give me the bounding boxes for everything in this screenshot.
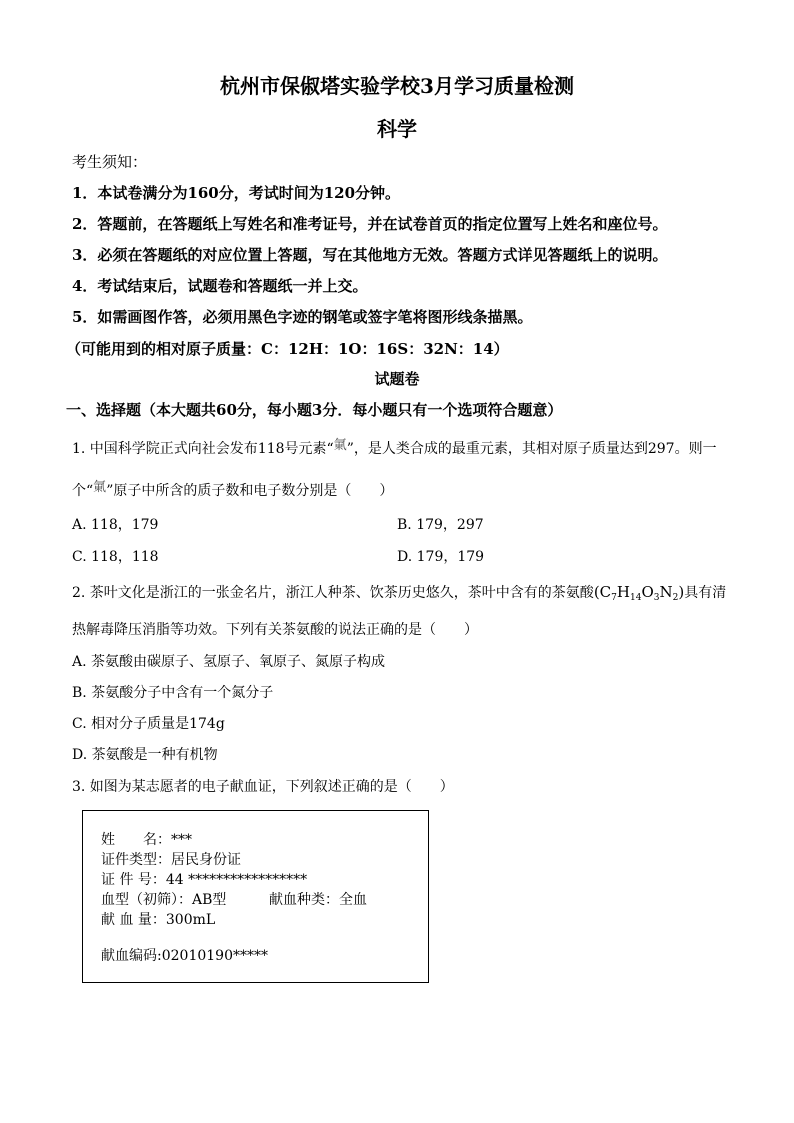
blood-donation-card	[82, 810, 429, 983]
card-volume: 献 血 量：300mL	[101, 912, 216, 928]
q1-option-a[interactable]: A. 118，179	[72, 517, 159, 533]
q2-option-d[interactable]: D. 茶氨酸是一种有机物	[72, 747, 218, 763]
q3-stem: 3. 如图为某志愿者的电子献血证，下列叙述正确的是（ ）	[72, 779, 454, 795]
card-id-type: 证件类型：居民身份证	[101, 852, 241, 868]
atomic-mass-note: （可能用到的相对原子质量：C：12H：1O：16S：32N：14）	[66, 340, 509, 358]
q2-stem-line2: 热解毒降压消脂等功效。下列有关茶氨酸的说法正确的是（ ）	[72, 622, 478, 638]
q2-option-a[interactable]: A. 茶氨酸由碳原子、氢原子、氧原子、氮原子构成	[72, 654, 386, 670]
q1-option-c[interactable]: C. 118，118	[72, 549, 159, 565]
notice-item-3: 3．必须在答题纸的对应位置上答题，写在其他地方无效。答题方式详见答题纸上的说明。	[72, 246, 668, 264]
q1-stem-line1: 1. 中国科学院正式向社会发布118号元素“氭”，是人类合成的最重元素，其相对原子质量达到297。则一	[72, 438, 717, 457]
card-blood-type: 血型（初筛）：AB型	[101, 892, 227, 908]
subject-title: 科学	[377, 117, 417, 141]
element-symbol: 氭	[93, 480, 107, 495]
q2-stem-line1: 2. 茶叶文化是浙江的一张金名片，浙江人种茶、饮茶历史悠久，茶叶中含有的茶氨酸$(C_7H_{14}O_3N_2)$具有清	[72, 583, 727, 603]
notice-heading: 考生须知：	[72, 153, 148, 171]
section1-heading: 一、选择题（本大题共60分，每小题3分．每小题只有一个选项符合题意）	[66, 401, 563, 419]
notice-item-4: 4．考试结束后，试题卷和答题纸一并上交。	[72, 277, 368, 295]
notice-item-5: 5．如需画图作答，必须用黑色字迹的钢笔或签字笔将图形线条描黑。	[72, 308, 533, 326]
q1-stem-line2: 个“氭”原子中所含的质子数和电子数分别是（ ）	[72, 480, 394, 499]
exam-title: 杭州市保俶塔实验学校3月学习质量检测	[220, 74, 574, 98]
notice-item-2: 2．答题前，在答题纸上写姓名和准考证号，并在试卷首页的指定位置写上姓名和座位号。	[72, 215, 668, 233]
card-id-number: 证 件 号：44 *****************	[101, 872, 308, 888]
element-symbol: 氭	[333, 438, 347, 453]
theanine-formula: $(C_7H_{14}O_3N_2)$	[593, 583, 685, 603]
q2-option-c[interactable]: C. 相对分子质量是174g	[72, 716, 225, 732]
q1-option-b[interactable]: B. 179，297	[397, 517, 484, 533]
q2-option-b[interactable]: B. 茶氨酸分子中含有一个氮分子	[72, 685, 274, 701]
paper-label: 试题卷	[374, 370, 420, 388]
card-donation-type: 献血种类：全血	[269, 892, 367, 908]
q1-option-d[interactable]: D. 179，179	[397, 549, 485, 565]
card-donation-code: 献血编码:02010190*****	[101, 948, 268, 964]
notice-item-1: 1．本试卷满分为160分，考试时间为120分钟。	[72, 184, 401, 202]
card-name: 姓 名：***	[101, 832, 192, 848]
